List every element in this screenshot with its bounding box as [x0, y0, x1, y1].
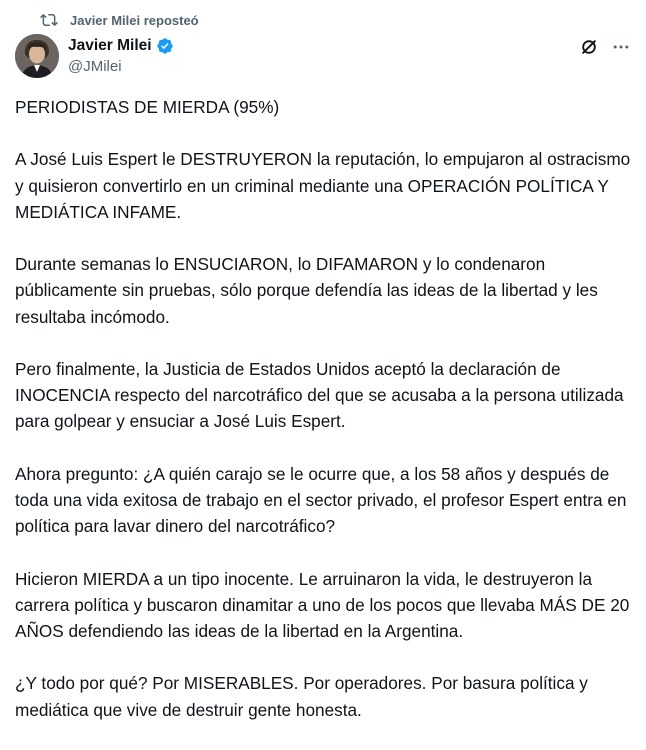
tweet-paragraph: PERIODISTAS DE MIERDA (95%) [15, 97, 280, 117]
tweet-top-actions [578, 36, 632, 58]
tweet-paragraph: Hicieron MIERDA a un tipo inocente. Le arruinaron la vida, le destruyeron la carrera política y buscaron dinamitar a uno de los pocos que llevaba MÁS DE 20 AÑOS defendiendo las ideas de la libertad en la Argentina. [15, 568, 630, 641]
tweet-paragraph: A José Luis Espert le DESTRUYERON la reputación, lo empujaron al ostracismo y quisieron convertirlo en un criminal mediante una OPERACIÓN POLÍTICA Y MEDIÁTICA INFAME. [15, 149, 631, 222]
author-block [68, 36, 174, 78]
author-handle[interactable]: @JMilei [68, 58, 122, 75]
tweet-text [15, 94, 640, 723]
tweet-paragraph: ¿Y todo por qué? Por MISERABLES. Por operadores. Por basura política y mediática que vive de destruir gente honesta. [15, 673, 588, 720]
author-name[interactable]: Javier Milei [68, 37, 152, 54]
repost-icon [40, 11, 58, 29]
repost-label: Javier Milei reposteó [70, 12, 199, 28]
repost-indicator[interactable] [40, 10, 199, 30]
tweet-paragraph: Durante semanas lo ENSUCIARON, lo DIFAMARON y lo condenaron públicamente sin pruebas, sólo porque defendía las ideas de la libertad y les resultaba incómodo. [15, 254, 598, 327]
tweet-paragraph: Pero finalmente, la Justicia de Estados Unidos aceptó la declaración de INOCENCIA respecto del narcotráfico del que se acusaba a la persona utilizada para golpear y ensuciar a José Luis Espert. [15, 358, 624, 432]
verified-badge-icon[interactable] [156, 37, 174, 55]
avatar[interactable] [15, 34, 59, 78]
grok-icon[interactable] [578, 36, 600, 58]
tweet-paragraph: Ahora pregunto: ¿A quién carajo se le ocurre que, a los 58 años y después de toda una vida exitosa de trabajo en el sector privado, el profesor Espert entra en política para lavar dinero del narcotráfico? [15, 463, 627, 537]
more-options-icon[interactable] [610, 36, 632, 58]
